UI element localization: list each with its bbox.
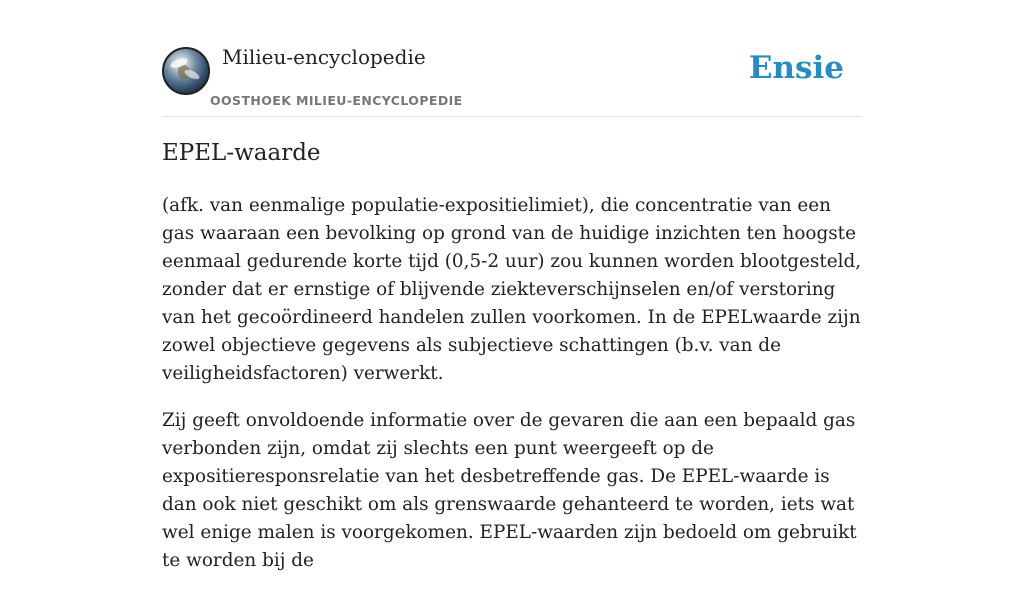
article-paragraph: (afk. van eenmalige populatie-expositielimiet), die concentratie van een gas waaraan een bevolking op grond van de huidige inzichten ten hoogste eenmaal gedurende korte tijd (0,5-2 uur) zou kunnen worden blootgesteld, zonder dat er ernstige of blijvende ziekteverschijnselen en/of verstoring van het gecoördineerd handelen zullen voorkomen. In de EPELwaarde zijn zowel objectieve gegevens als subjectieve schattingen (b.v. van de veiligheidsfactoren) verwerkt. — [162, 195, 862, 384]
article-paragraph: Zij geeft onvoldoende informatie over de gevaren die aan een bepaald gas verbonden zijn, omdat zij slechts een punt weergeeft op de expositieresponsrelatie van het desbetreffende gas. De EPEL-waarde is dan ook niet geschikt om als grenswaarde gehanteerd te worden, iets wat wel enige malen is voorgekomen. EPEL-waarden zijn bedoeld om gebruikt te worden bij de — [162, 410, 857, 571]
site-header — [162, 40, 862, 117]
brand-logo-link[interactable]: Ensie — [748, 50, 844, 86]
earth-globe-icon[interactable] — [162, 47, 210, 95]
site-subtitle[interactable]: OOSTHOEK MILIEU-ENCYCLOPEDIE — [210, 93, 463, 108]
globe-cloud — [183, 68, 200, 81]
article-body — [162, 192, 864, 594]
page-title: EPEL-waarde — [162, 140, 321, 166]
site-title[interactable]: Milieu-encyclopedie — [222, 45, 426, 69]
